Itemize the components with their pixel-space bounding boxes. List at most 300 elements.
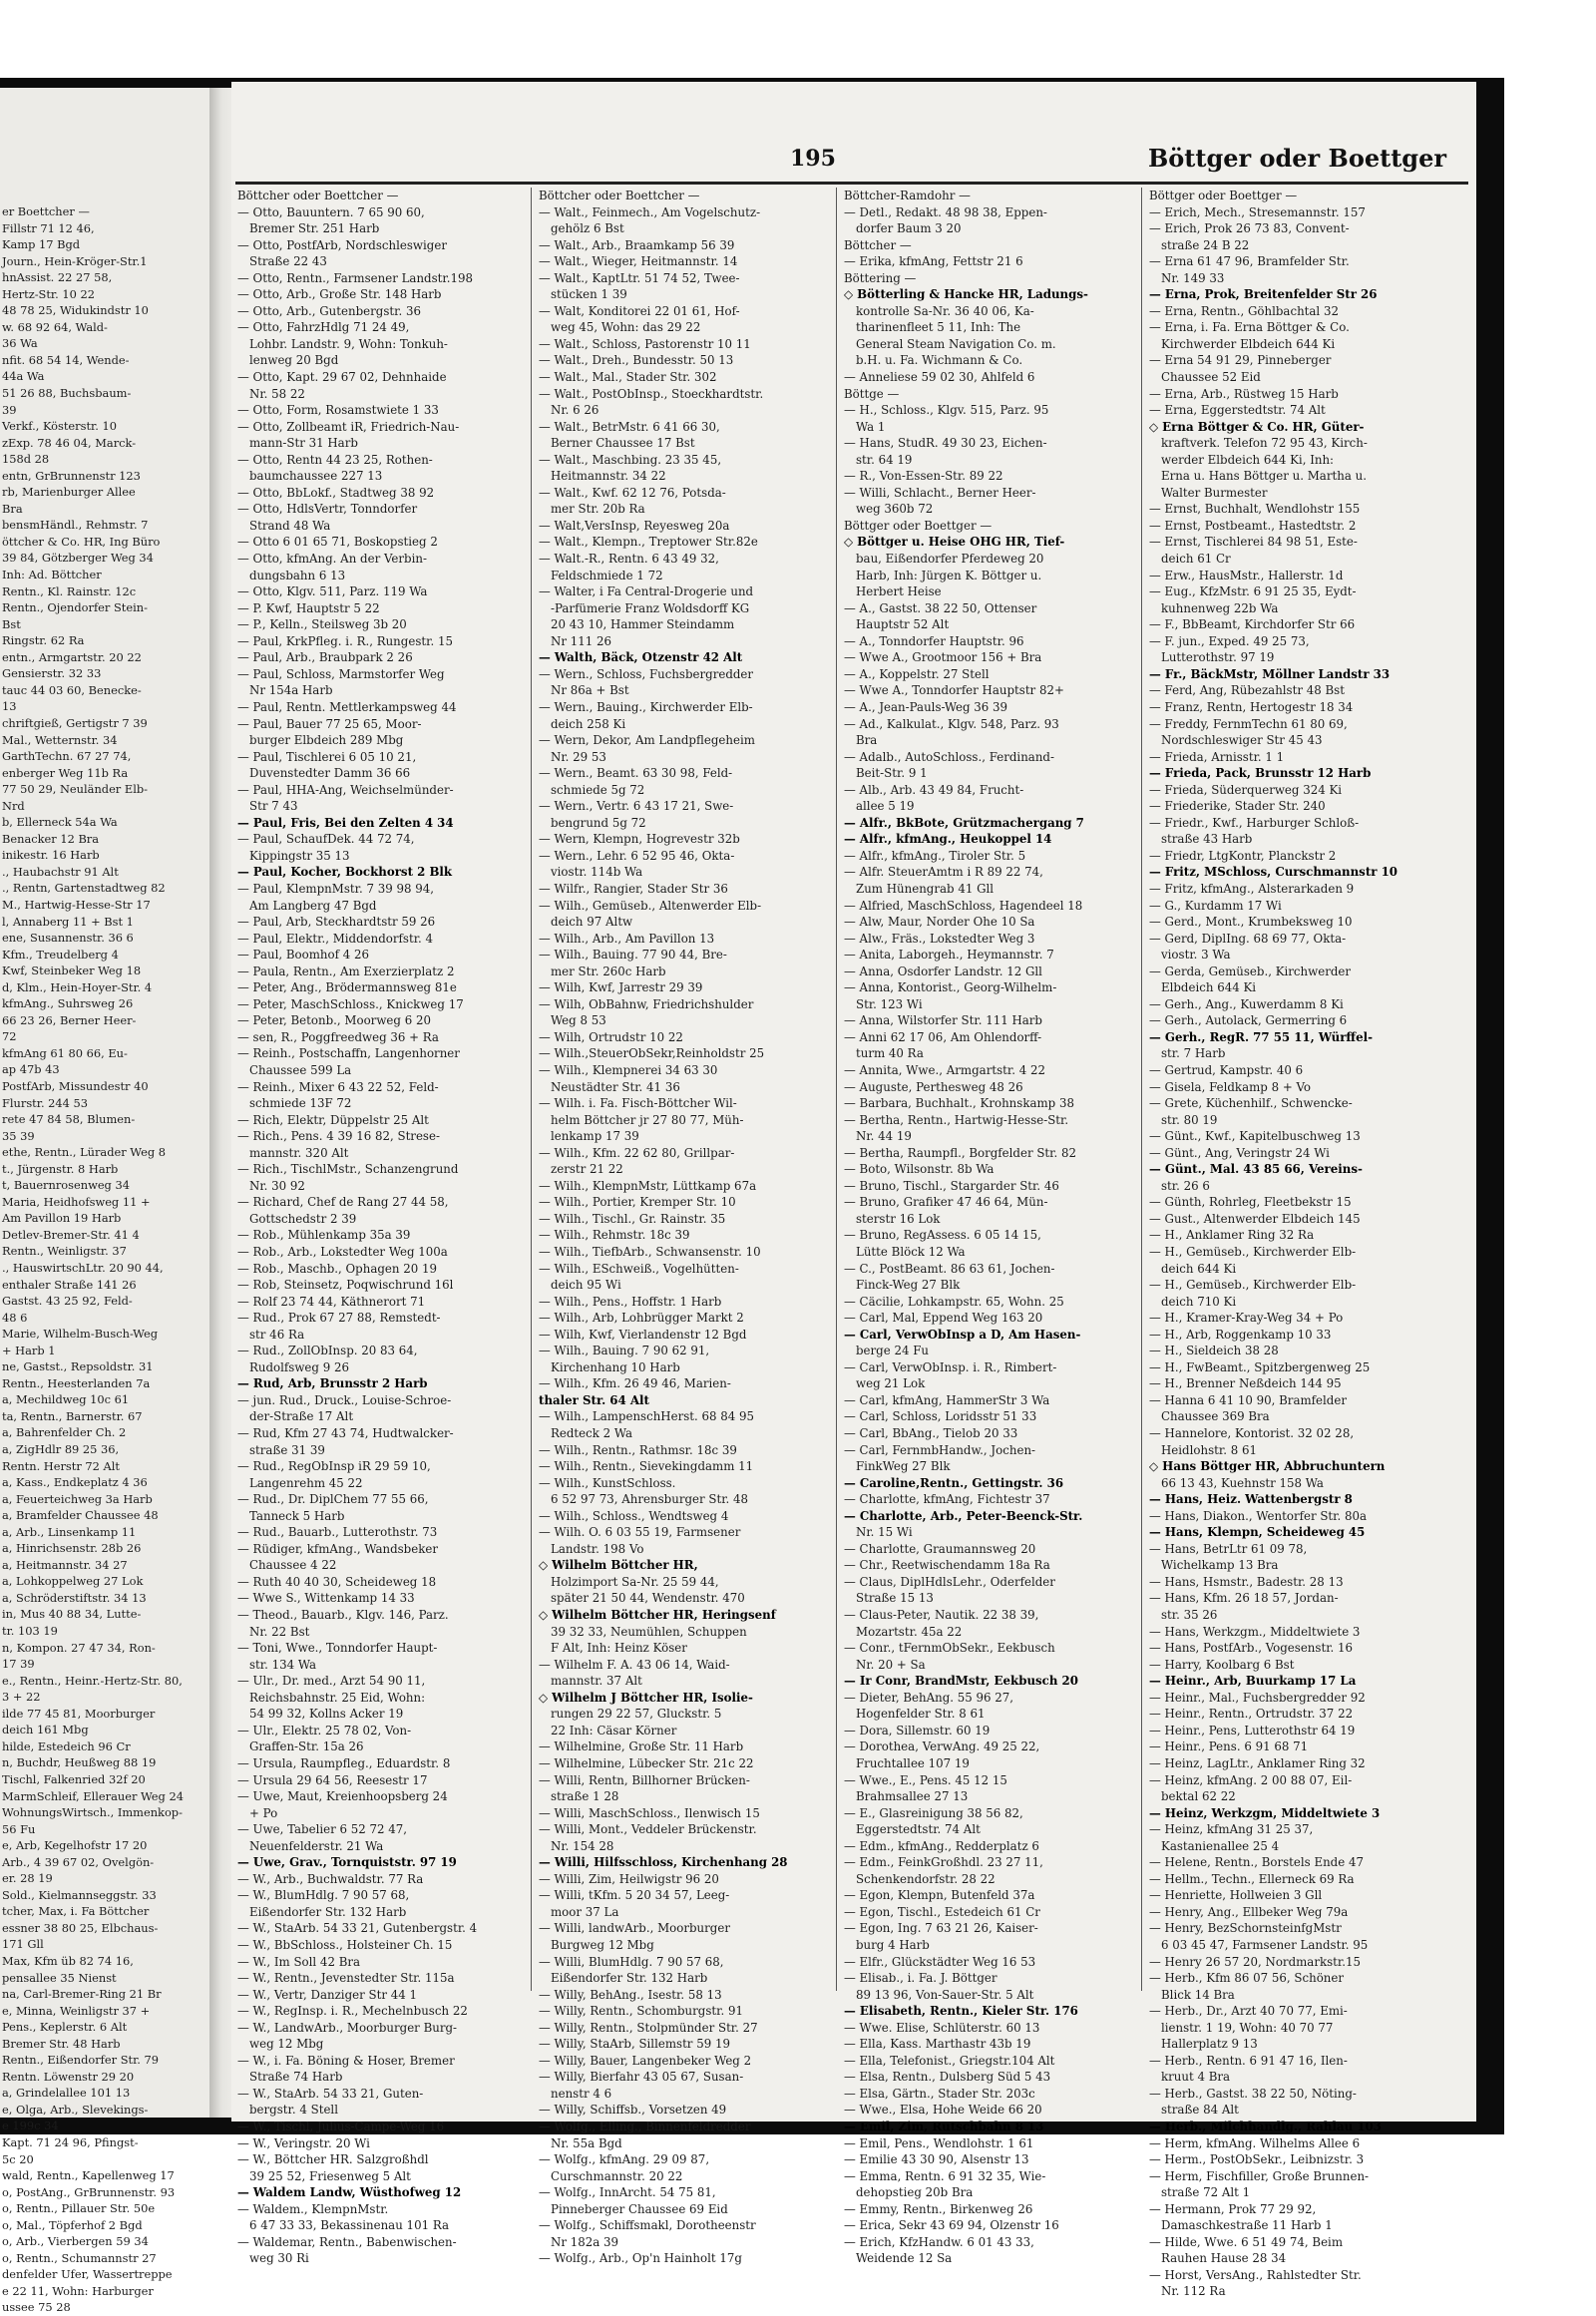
directory-entry: Hallerplatz 9 13 <box>1161 2037 1258 2052</box>
directory-entry: — Carl, VerwObInsp. i. R., Rimbert- <box>844 1359 1057 1374</box>
left-page-line: 48 78 25, Widukindstr 10 <box>2 303 149 318</box>
directory-entry: — Paul, KlempnMstr. 7 39 98 94, <box>237 881 435 896</box>
directory-entry: Nr. 58 22 <box>249 386 305 401</box>
directory-entry: — Willy, StaArb, Sillemstr 59 19 <box>539 2037 730 2052</box>
directory-entry: — Otto, kfmAng. An der Verbin- <box>237 552 427 567</box>
left-page-line: Nrd <box>2 798 25 813</box>
directory-entry: — Wilh. O. 6 03 55 19, Farmsener <box>539 1525 741 1540</box>
directory-entry: — Willi, Schlacht., Berner Heer- <box>844 485 1036 500</box>
directory-entry: — Willi, Zim, Heilwigstr 96 20 <box>539 1871 719 1886</box>
directory-entry: Schenkendorfstr. 28 22 <box>856 1871 996 1886</box>
left-page-line: Kamp 17 Bgd <box>2 237 81 252</box>
directory-entry: straße 24 B 22 <box>1161 237 1250 252</box>
directory-entry: 54 99 32, Kollns Acker 19 <box>249 1707 404 1722</box>
directory-entry: — Heinz, LagLtr., Anklamer Ring 32 <box>1149 1755 1366 1770</box>
directory-entry: — Hans, Werkzgm., Middeltwiete 3 <box>1149 1624 1361 1639</box>
left-page-line: 158d 28 <box>2 452 50 467</box>
directory-entry: — Wilh., Kfm. 22 62 80, Grillpar- <box>539 1145 735 1160</box>
directory-entry: Nr. 154 28 <box>551 1838 614 1853</box>
directory-entry: — Wilh., ESchweiß., Vogelhütten- <box>539 1261 739 1276</box>
directory-entry: — Carl, kfmAng, HammerStr 3 Wa <box>844 1392 1050 1407</box>
directory-entry: — H., Sieldeich 38 28 <box>1149 1344 1279 1358</box>
directory-entry: Weg 8 53 <box>551 1013 606 1028</box>
column-divider <box>836 188 837 1991</box>
directory-entry: — Adalb., AutoSchloss., Ferdinand- <box>844 749 1054 764</box>
left-page-fragment <box>0 88 209 2315</box>
directory-entry: — P. Kwf, Hauptstr 5 22 <box>237 600 380 615</box>
directory-entry: Heitmannstr. 34 22 <box>551 469 666 484</box>
directory-entry: — W., StaArb. 54 33 21, Guten- <box>237 2086 424 2101</box>
directory-entry: — Ulr., Dr. med., Arzt 54 90 11, <box>237 1674 426 1689</box>
directory-entry: — Walth, Bäck, Otzenstr 42 Alt <box>539 650 743 665</box>
directory-entry: — Auguste, Perthesweg 48 26 <box>844 1079 1023 1094</box>
directory-entry: Wichelkamp 13 Bra <box>1161 1558 1279 1573</box>
directory-entry: — Wern., Bauing., Kirchwerder Elb- <box>539 699 753 714</box>
directory-entry: — Günt., Kwf., Kapitelbuschweg 13 <box>1149 1129 1361 1144</box>
directory-entry: Duvenstedter Damm 36 66 <box>249 766 411 781</box>
directory-entry: — Anna, Kontorist., Georg-Wilhelm- <box>844 980 1057 995</box>
directory-entry: — Walt., PostObInsp., Stoeckhardtstr. <box>539 386 764 401</box>
left-page-line: er Boettcher — <box>2 204 90 218</box>
directory-entry: — Elisab., i. Fa. J. Böttger <box>844 1971 998 1986</box>
left-page-line: M., Hartwig-Hesse-Str 17 <box>2 897 151 912</box>
section-heading: Böttger oder Boettger — <box>844 518 993 533</box>
directory-entry: — Günth, Rohrleg, Fleetbekstr 15 <box>1149 1195 1352 1210</box>
left-page-line: hilde, Estedeich 96 Cr <box>2 1738 131 1753</box>
directory-entry: — Rob, Steinsetz, Poqwischrund 16l <box>237 1278 454 1293</box>
directory-entry: — Rud., Bauarb., Lutterothstr. 73 <box>237 1525 438 1540</box>
left-page-line: essner 38 80 25, Elbchaus- <box>2 1920 159 1935</box>
directory-entry: — Dieter, BehAng. 55 96 27, <box>844 1690 1014 1705</box>
directory-entry: baumchaussee 227 13 <box>249 469 383 484</box>
directory-entry: — Walt., KaptLtr. 51 74 52, Twee- <box>539 270 740 285</box>
directory-entry: — Otto, Bauuntern. 7 65 90 60, <box>237 204 425 219</box>
directory-entry: Lohbr. Landstr. 9, Wohn: Tonkuh- <box>249 336 448 351</box>
left-page-line: 72 <box>2 1029 17 1044</box>
directory-entry: str. 7 Harb <box>1161 1046 1226 1061</box>
directory-entry: — Rob., Mühlenkamp 35a 39 <box>237 1228 411 1243</box>
directory-entry: — Alfr., kfmAng., Tiroler Str. 5 <box>844 848 1026 863</box>
directory-entry: — Erich, Mech., Stresemannstr. 157 <box>1149 204 1366 219</box>
left-page-line: o, Arb., Vierbergen 59 34 <box>2 2234 149 2249</box>
directory-entry: deich 258 Ki <box>551 716 626 731</box>
left-page-line: er. 28 19 <box>2 1871 53 1886</box>
directory-entry: Chaussee 599 La <box>249 1062 352 1077</box>
directory-entry: deich 710 Ki <box>1161 1294 1237 1309</box>
left-page-line: ., HauswirtschLtr. 20 90 44, <box>2 1261 164 1275</box>
directory-entry: — Rich., Pens. 4 39 16 82, Strese- <box>237 1129 440 1144</box>
directory-entry: — Paul, Boomhof 4 26 <box>237 948 370 963</box>
left-page-line: a, Kass., Endkeplatz 4 36 <box>2 1475 148 1490</box>
directory-entry: Kirchwerder Elbdeich 644 Ki <box>1161 336 1336 351</box>
directory-entry: Nordschleswiger Str 45 43 <box>1161 733 1323 748</box>
left-page-line: Rentn., Heesterlanden 7a <box>2 1375 151 1390</box>
directory-entry: — Edm., FeinkGroßhdl. 23 27 11, <box>844 1855 1043 1870</box>
directory-entry: — Rüdiger, kfmAng., Wandsbeker <box>237 1541 438 1556</box>
left-page-line: ap 47b 43 <box>2 1062 60 1077</box>
left-page-line: entn, GrBrunnenstr 123 <box>2 468 141 483</box>
left-page-line: Bra <box>2 501 23 516</box>
directory-entry: — Walt., Mal., Stader Str. 302 <box>539 370 717 385</box>
directory-entry: Nr 182a 39 <box>551 2234 619 2249</box>
left-page-line: ne, Gastst., Repsoldstr. 31 <box>2 1359 154 1374</box>
directory-entry: — Peter, Betonb., Moorweg 6 20 <box>237 1013 431 1028</box>
left-page-line: ., Haubachstr 91 Alt <box>2 864 119 879</box>
directory-entry: — Walter, i Fa Central-Drogerie und <box>539 584 754 599</box>
directory-entry: bektal 62 22 <box>1161 1789 1236 1804</box>
directory-entry: — Uwe, Tabelier 6 52 72 47, <box>237 1822 408 1837</box>
directory-entry: — Bertha, Rentn., Hartwig-Hesse-Str. <box>844 1112 1069 1127</box>
directory-entry: — Charlotte, kfmAng, Fichtestr 37 <box>844 1492 1050 1507</box>
directory-entry: Hogenfelder Str. 8 61 <box>856 1707 986 1722</box>
left-page-line: Gensierstr. 32 33 <box>2 666 102 681</box>
directory-entry: — Henry, BezSchornsteinfgMstr <box>1149 1921 1342 1936</box>
directory-entry: weg 360b 72 <box>856 502 934 517</box>
left-page-line: 39 <box>2 402 17 417</box>
directory-entry: Nr. 44 19 <box>856 1129 912 1144</box>
directory-entry: — Emil, Zim, Rutschbahn 8 13 <box>844 2119 1044 2133</box>
left-page-line: e, Minna, Weinligstr 37 + <box>2 2003 151 2018</box>
directory-entry: — Paul, Schloss, Marmstorfer Weg <box>237 666 445 681</box>
directory-entry: Elbdeich 644 Ki <box>1161 980 1257 995</box>
directory-entry: — H., Arb, Roggenkamp 10 33 <box>1149 1327 1332 1342</box>
directory-entry: — F. jun., Exped. 49 25 73, <box>1149 633 1310 648</box>
directory-entry: — W., Im Soll 42 Bra <box>237 1954 361 1969</box>
running-head: Böttger oder Boettger <box>1147 144 1446 173</box>
directory-entry: — Hans, Heiz. Wattenbergstr 8 <box>1149 1492 1353 1507</box>
directory-entry: — Wilh., Arb, Lohbrügger Markt 2 <box>539 1311 744 1326</box>
directory-entry: lenkamp 17 39 <box>551 1129 639 1144</box>
directory-entry: — Edm., kfmAng., Redderplatz 6 <box>844 1838 1039 1853</box>
directory-entry: mann-Str 31 Harb <box>249 436 358 451</box>
directory-entry: — Richard, Chef de Rang 27 44 58, <box>237 1195 449 1210</box>
directory-entry: helm Böttcher jr 27 80 77, Müh- <box>551 1112 744 1127</box>
directory-entry: — Wilh., TiefbArb., Schwansenstr. 10 <box>539 1245 761 1259</box>
directory-entry: — Ferd, Ang, Rübezahlstr 48 Bst <box>1149 683 1345 698</box>
left-page-line: GarthTechn. 67 27 74, <box>2 749 132 764</box>
directory-entry: — Heinr., Rentn., Ortrudstr. 37 22 <box>1149 1707 1354 1722</box>
directory-entry: — Wern., Vertr. 6 43 17 21, Swe- <box>539 799 734 814</box>
directory-entry: — Wilh, ObBahnw, Friedrichshulder <box>539 996 754 1011</box>
left-page-line: Detlev-Bremer-Str. 41 4 <box>2 1227 140 1242</box>
directory-entry: str. 35 26 <box>1161 1608 1218 1623</box>
directory-entry: — C., PostBeamt. 86 63 61, Jochen- <box>844 1261 1055 1276</box>
left-page-line: Kapt. 71 24 96, Pfingst- <box>2 2134 139 2149</box>
directory-entry: — Hans, Hsmstr., Badestr. 28 13 <box>1149 1574 1344 1589</box>
directory-entry: Harb, Inh: Jürgen K. Böttger u. <box>856 568 1042 582</box>
directory-entry: mer Str. 20b Ra <box>551 502 645 517</box>
directory-entry: — Hans, BetrLtr 61 09 78, <box>1149 1541 1308 1556</box>
directory-entry: str. 26 6 <box>1161 1178 1210 1193</box>
directory-entry: — Wilh., Gemüseb., Altenwerder Elb- <box>539 898 762 913</box>
directory-entry: Chaussee 52 Eid <box>1161 370 1261 385</box>
left-page-line: kfmAng., Suhrsweg 26 <box>2 996 134 1011</box>
left-page-line: na, Carl-Bremer-Ring 21 Br <box>2 1987 162 2002</box>
directory-entry: — Erich, KfzHandw. 6 01 43 33, <box>844 2234 1034 2249</box>
directory-entry: allee 5 19 <box>856 799 915 814</box>
left-page-line: tauc 44 03 60, Benecke- <box>2 682 142 697</box>
directory-entry: bergstr. 4 Stell <box>249 2103 338 2118</box>
directory-entry: kraftverk. Telefon 72 95 43, Kirch- <box>1161 436 1368 451</box>
section-heading: Böttge — <box>844 386 900 401</box>
directory-entry: — Dora, Sillemstr. 60 19 <box>844 1723 991 1737</box>
directory-entry: ◇ Hans Böttger HR, Abbruchuntern <box>1149 1459 1386 1474</box>
directory-entry: — Wern., Lehr. 6 52 95 46, Okta- <box>539 848 735 863</box>
left-page-line: 5c 20 <box>2 2151 34 2166</box>
directory-entry: — Walt.-R., Rentn. 6 43 49 32, <box>539 552 719 567</box>
directory-entry: Hauptstr 52 Alt <box>856 617 950 632</box>
directory-entry: — Henry 26 57 20, Nordmarkstr.15 <box>1149 1954 1362 1969</box>
directory-entry: — Dorothea, VerwAng. 49 25 22, <box>844 1739 1040 1754</box>
directory-entry: — W., Tischl, Julius-Campe-Weg 16 <box>237 2119 445 2133</box>
directory-entry: — Claus-Peter, Nautik. 22 38 39, <box>844 1608 1039 1623</box>
directory-entry: — Wilh.,SteuerObSekr,Reinholdstr 25 <box>539 1046 765 1061</box>
directory-entry: burg 4 Harb <box>856 1937 930 1952</box>
directory-page <box>231 82 1476 2299</box>
directory-entry: — Wwe., Elsa, Hohe Weide 66 20 <box>844 2103 1042 2118</box>
directory-entry: — Hans, Diakon., Wentorfer Str. 80a <box>1149 1508 1368 1523</box>
directory-entry: — Herb., Rentn. 6 91 47 16, Ilen- <box>1149 2053 1348 2068</box>
directory-entry: — Uwe, Grav., Tornquiststr. 97 19 <box>237 1855 457 1870</box>
directory-entry: Berner Chaussee 17 Bst <box>551 436 695 451</box>
directory-entry: — Wern., Beamt. 63 30 98, Feld- <box>539 766 733 781</box>
left-page-line: 36 Wa <box>2 336 38 351</box>
directory-entry: — Walt., Arb., Braamkamp 56 39 <box>539 237 735 252</box>
left-page-line: o, Mal., Töpferhof 2 Bgd <box>2 2217 143 2232</box>
directory-entry: — Horst, VersAng., Rahlstedter Str. <box>1149 2267 1362 2282</box>
directory-entry: — Rud., Dr. DiplChem 77 55 66, <box>237 1492 429 1507</box>
directory-entry: Lütte Blöck 12 Wa <box>856 1245 966 1259</box>
left-page-line: ilde 77 45 81, Moorburger <box>2 1706 156 1721</box>
directory-entry: stücken 1 39 <box>551 287 627 302</box>
header-rule <box>235 182 1468 185</box>
directory-entry: 39 32 33, Neumühlen, Schuppen <box>551 1624 747 1639</box>
directory-entry: — Wilh., Schloss., Wendtsweg 4 <box>539 1508 729 1523</box>
directory-entry: Burgweg 12 Mbg <box>551 1937 654 1952</box>
left-page-line: 44a Wa <box>2 369 45 384</box>
directory-entry: Kippingstr 35 13 <box>249 848 350 863</box>
left-page-line: enberger Weg 11b Ra <box>2 765 129 780</box>
directory-entry: — Heinz, Werkzgm, Middeltwiete 3 <box>1149 1805 1381 1820</box>
left-page-line: a, ZigHdlr 89 25 36, <box>2 1442 120 1457</box>
directory-entry: — Bruno, Grafiker 47 46 64, Mün- <box>844 1195 1048 1210</box>
directory-entry: — Willy, Bierfahr 43 05 67, Susan- <box>539 2070 744 2085</box>
directory-entry: — Ursula 29 64 56, Reesestr 17 <box>237 1772 428 1787</box>
directory-entry: straße 31 39 <box>249 1442 325 1457</box>
directory-entry: — Willy, BehAng., Isestr. 58 13 <box>539 1987 722 2002</box>
directory-entry: — Bruno, Tischl., Stargarder Str. 46 <box>844 1178 1059 1193</box>
directory-entry: — Anni 62 17 06, Am Ohlendorff- <box>844 1029 1042 1044</box>
left-page-line: e 22 11, Wohn: Harburger <box>2 2283 154 2298</box>
directory-entry: — Walt., Klempn., Treptower Str.82e <box>539 535 758 550</box>
directory-entry: — Wilh., Pens., Hoffstr. 1 Harb <box>539 1294 722 1309</box>
section-heading: Böttcher oder Boettcher — <box>539 189 700 202</box>
directory-entry: dorfer Baum 3 20 <box>856 221 962 236</box>
directory-entry: Nr. 15 Wi <box>856 1525 913 1540</box>
directory-entry: — H., Anklamer Ring 32 Ra <box>1149 1228 1315 1243</box>
directory-entry: Gottschedstr 2 39 <box>249 1211 357 1226</box>
directory-entry: — Friederike, Stader Str. 240 <box>1149 799 1326 814</box>
directory-entry: — Henriette, Hollweien 3 Gll <box>1149 1888 1323 1903</box>
left-page-line: a, Bramfelder Chaussee 48 <box>2 1508 159 1523</box>
directory-entry: — Wilh., Rehmstr. 18c 39 <box>539 1228 690 1243</box>
directory-entry: werder Elbdeich 644 Ki, Inh: <box>1161 452 1335 467</box>
directory-entry: — Otto, Arb., Gutenbergstr. 36 <box>237 303 421 318</box>
left-page-line: Flurstr. 244 53 <box>2 1095 89 1110</box>
directory-entry: — Heinr., Mal., Fuchsbergredder 92 <box>1149 1690 1366 1705</box>
directory-entry: — Wwe S., Wittenkamp 14 33 <box>237 1591 415 1606</box>
directory-entry: — H., FwBeamt., Spitzbergenweg 25 <box>1149 1359 1371 1374</box>
directory-entry: — Emil, Pens., Wendlohstr. 1 61 <box>844 2135 1034 2150</box>
directory-entry: Weidende 12 Sa <box>856 2251 953 2266</box>
directory-entry: — Günt., Mal. 43 85 66, Vereins- <box>1149 1162 1363 1177</box>
directory-entry: ◇ Böttger u. Heise OHG HR, Tief- <box>844 535 1065 550</box>
left-page-line: a, Bahrenfelder Ch. 2 <box>2 1425 127 1440</box>
directory-entry: deich 61 Cr <box>1161 552 1231 567</box>
directory-entry: — Fritz, MSchloss, Curschmannstr 10 <box>1149 865 1398 880</box>
directory-entry: — Erna, Prok, Breitenfelder Str 26 <box>1149 287 1378 302</box>
directory-entry: kruut 4 Bra <box>1161 2070 1231 2085</box>
directory-entry: — Alw., Fräs., Lokstedter Weg 3 <box>844 931 1035 946</box>
directory-entry: — Erna, Eggerstedtstr. 74 Alt <box>1149 403 1326 418</box>
directory-entry: — H., Kramer-Kray-Weg 34 + Po <box>1149 1311 1344 1326</box>
left-page-line: Gastst. 43 25 92, Feld- <box>2 1294 133 1309</box>
directory-entry: — Wilh., Klempnerei 34 63 30 <box>539 1062 718 1077</box>
directory-entry: — H., Brenner Neßdeich 144 95 <box>1149 1376 1342 1391</box>
left-page-line: Pens., Keplerstr. 6 Alt <box>2 2020 128 2035</box>
left-page-line: 51 26 88, Buchsbaum- <box>2 386 132 401</box>
left-page-line: Verkf., Kösterstr. 10 <box>2 419 117 434</box>
directory-entry: — Wilhelmine, Lübecker Str. 21c 22 <box>539 1755 754 1770</box>
directory-entry: — Heinz, kfmAng. 2 00 88 07, Eil- <box>1149 1772 1353 1787</box>
directory-entry: weg 21 Lok <box>856 1376 926 1391</box>
directory-entry: Curschmannstr. 20 22 <box>551 2168 683 2183</box>
directory-entry: — Gerh., Ang., Kuwerdamm 8 Ki <box>1149 996 1344 1011</box>
directory-entry: — Wilh., Bauing. 7 90 62 91, <box>539 1344 710 1358</box>
directory-entry: — Ella, Telefonist., Griegstr.104 Alt <box>844 2053 1055 2068</box>
directory-entry: — Rolf 23 74 44, Käthnerort 71 <box>237 1294 426 1309</box>
directory-entry: — Franz, Rentn, Hertogestr 18 34 <box>1149 699 1354 714</box>
directory-entry: — Paul, Arb, Steckhardtstr 59 26 <box>237 915 436 930</box>
directory-entry: — Hans, Kfm. 26 18 57, Jordan- <box>1149 1591 1339 1606</box>
directory-entry: — Wern, Klempn, Hogrevestr 32b <box>539 832 740 847</box>
directory-entry: — Carl, Mal, Eppend Weg 163 20 <box>844 1311 1043 1326</box>
directory-entry: — Friedr., Kwf., Harburger Schloß- <box>1149 815 1360 830</box>
directory-entry: — Emilie 43 30 90, Alsenstr 13 <box>844 2152 1029 2167</box>
directory-entry: — Herb., Kfm 86 07 56, Schöner <box>1149 1971 1345 1986</box>
directory-entry: — Carl, VerwObInsp a D, Am Hasen- <box>844 1327 1081 1342</box>
directory-entry: — W., BbSchloss., Holsteiner Ch. 15 <box>237 1937 453 1952</box>
left-page-line: Rentn. Herstr 72 Alt <box>2 1458 120 1473</box>
directory-entry: — Henry, Ang., Ellbeker Weg 79a <box>1149 1904 1349 1919</box>
directory-entry: — Wilh, Ortrudstr 10 22 <box>539 1029 683 1044</box>
directory-entry: — Reinh., Mixer 6 43 22 52, Feld- <box>237 1079 439 1094</box>
directory-entry: — R., Von-Essen-Str. 89 22 <box>844 469 1003 484</box>
directory-entry: — Freddy, FernmTechn 61 80 69, <box>1149 716 1348 731</box>
directory-entry: schmiede 5g 72 <box>551 782 645 797</box>
directory-entry: — Wilh. i. Fa. Fisch-Böttcher Wil- <box>539 1096 737 1111</box>
directory-entry: kuhnenweg 22b Wa <box>1161 600 1279 615</box>
left-page-line: a, Arb., Linsenkamp 11 <box>2 1524 137 1539</box>
left-page-line: 17 39 <box>2 1657 35 1672</box>
left-page-line: a, Mechildweg 10c 61 <box>2 1392 130 1407</box>
directory-entry: moor 37 La <box>551 1904 619 1919</box>
directory-entry: — Otto, Kapt. 29 67 02, Dehnhaide <box>237 370 447 385</box>
directory-entry: lienstr. 1 19, Wohn: 40 70 77 <box>1161 2020 1334 2035</box>
left-page-line: 66 23 26, Berner Heer- <box>2 1012 137 1027</box>
directory-entry: — Wilh., Kfm. 26 49 46, Marien- <box>539 1376 731 1391</box>
directory-entry: Pinneberger Chaussee 69 Eid <box>551 2201 728 2216</box>
directory-entry: deich 97 Altw <box>551 915 633 930</box>
directory-entry: — Gerd, DiplIng. 68 69 77, Okta- <box>1149 931 1347 946</box>
directory-entry: — Otto, Form, Rosamstwiete 1 33 <box>237 403 439 418</box>
directory-entry: Beit-Str. 9 1 <box>856 766 928 781</box>
left-page-line: tr. 103 19 <box>2 1624 58 1639</box>
directory-entry: — Rob., Arb., Lokstedter Weg 100a <box>237 1245 448 1259</box>
directory-entry: — Willi, Rentn, Billhorner Brücken- <box>539 1772 750 1787</box>
directory-entry: — Peter, Ang., Brödermannsweg 81e <box>237 980 457 995</box>
directory-entry: — Waldem Landw, Wüsthofweg 12 <box>237 2185 462 2200</box>
directory-entry: zerstr 21 22 <box>551 1162 623 1177</box>
directory-entry: — Otto 6 01 65 71, Boskopstieg 2 <box>237 535 438 550</box>
directory-entry: — Elisabeth, Rentn., Kieler Str. 176 <box>844 2004 1078 2019</box>
directory-entry: Nr. 30 92 <box>249 1178 305 1193</box>
left-page-line: rb, Marienburger Allee <box>2 485 136 500</box>
directory-entry: — Rud, Kfm 27 43 74, Hudtwalcker- <box>237 1426 454 1441</box>
directory-entry: — Rud., Prok 67 27 88, Remstedt- <box>237 1311 441 1326</box>
directory-entry: — Ernst, Buchhalt, Wendlohstr 155 <box>1149 502 1361 517</box>
directory-entry: Neuenfelderstr. 21 Wa <box>249 1838 384 1853</box>
directory-entry: — Grete, Küchenhilf., Schwencke- <box>1149 1096 1353 1111</box>
left-page-line: b, Ellerneck 54a Wa <box>2 815 118 830</box>
left-page-line: Sold., Kielmannseggstr. 33 <box>2 1887 157 1902</box>
directory-entry: Bra <box>856 733 878 748</box>
left-page-line: Rentn., Kl. Rainstr. 12c <box>2 583 137 598</box>
left-page-line: 48 6 <box>2 1310 28 1325</box>
left-page-line: ussee 75 28 <box>2 2300 71 2315</box>
directory-entry: Bremer Str. 251 Harb <box>249 221 380 236</box>
directory-entry: Strand 48 Wa <box>249 518 331 533</box>
directory-entry: — Gerh., RegR. 77 55 11, Würffel- <box>1149 1029 1373 1044</box>
left-page-line: 171 Gll <box>2 1937 44 1952</box>
left-page-line: d, Klm., Hein-Hoyer-Str. 4 <box>2 979 153 994</box>
left-page-line: PostfArb, Missundestr 40 <box>2 1078 149 1093</box>
directory-entry: nenstr 4 6 <box>551 2086 612 2101</box>
directory-entry: dungsbahn 6 13 <box>249 568 346 582</box>
directory-entry: — Alfr., BkBote, Grützmachergang 7 <box>844 815 1084 830</box>
directory-entry: — Willi, Mont., Veddeler Brückenstr. <box>539 1822 757 1837</box>
directory-entry: — Bertha, Raumpfl., Borgfelder Str. 82 <box>844 1145 1077 1160</box>
left-page-line: deich 161 Mbg <box>2 1723 89 1737</box>
left-page-line: Rentn., Weinligstr. 37 <box>2 1244 127 1259</box>
directory-entry: — Heinz, kfmAng 31 25 37, <box>1149 1822 1314 1837</box>
directory-entry: — Otto, BbLokf., Stadtweg 38 92 <box>237 485 435 500</box>
directory-entry: — Alfr. SteuerAmtm i R 89 22 74, <box>844 865 1043 880</box>
directory-entry: — Wolfg., kfmAng. 29 09 87, <box>539 2152 710 2167</box>
directory-entry: Finck-Weg 27 Blk <box>856 1278 961 1293</box>
directory-entry: Neustädter Str. 41 36 <box>551 1079 680 1094</box>
directory-entry: deich 95 Wi <box>551 1278 621 1293</box>
directory-entry: — Hans, PostfArb., Vogesenstr. 16 <box>1149 1641 1354 1656</box>
directory-entry: — Wwe A., Tonndorfer Hauptstr 82+ <box>844 683 1064 698</box>
directory-entry: — Claus, DiplHdlsLehr., Oderfelder <box>844 1574 1055 1589</box>
left-page-line: WohnungsWirtsch., Immenkop- <box>2 1805 183 1820</box>
directory-entry: — Gerda, Gemüseb., Kirchwerder <box>1149 964 1352 978</box>
section-heading: Böttger oder Boettger — <box>1149 189 1298 202</box>
directory-entry: Blick 14 Bra <box>1161 1987 1235 2002</box>
left-page-line: 35 39 <box>2 1128 35 1143</box>
directory-entry: — Anneliese 59 02 30, Ahlfeld 6 <box>844 370 1035 385</box>
